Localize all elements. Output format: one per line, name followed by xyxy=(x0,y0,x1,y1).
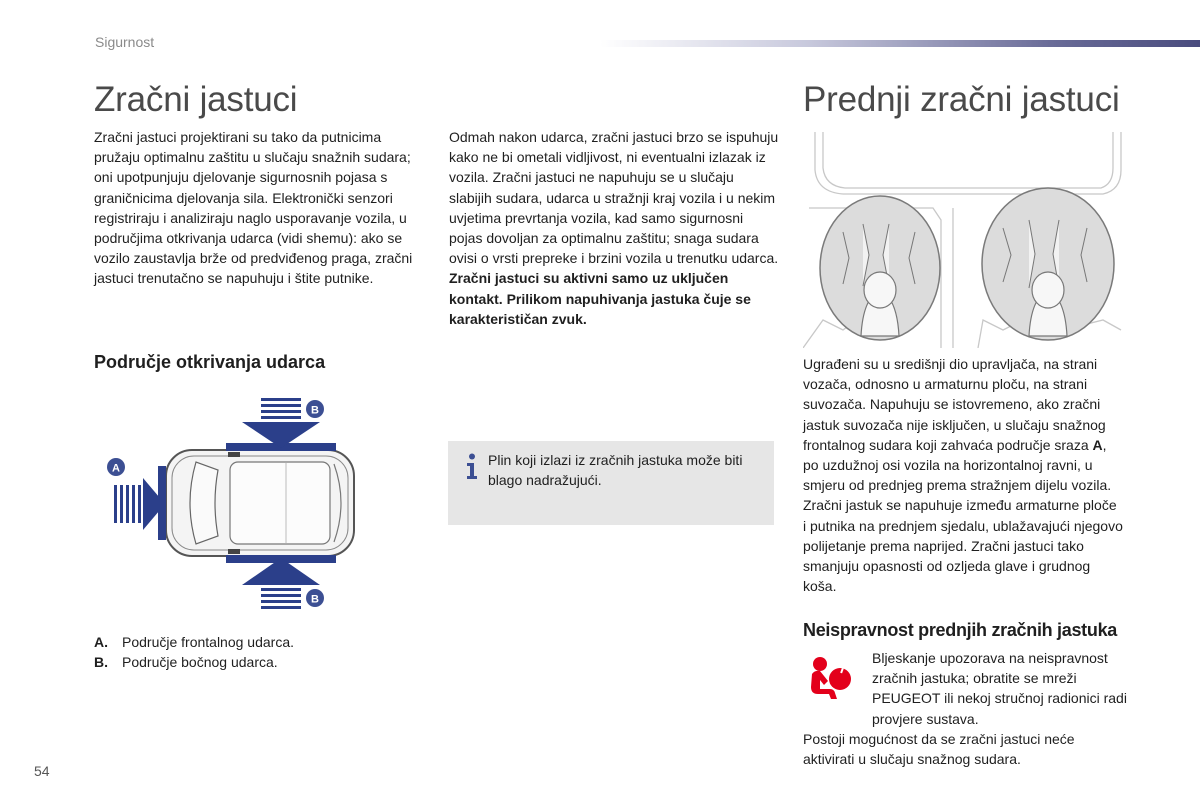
car-top-view xyxy=(166,450,354,556)
front-airbags-text-1: Ugrađeni su u središnji dio upravljača, na strani vozača, odnosno u armaturnu ploču, na strani suvozača. Napuhuju se istovremeno, ako zračni jastuk suvozača nije isključen, u slučaju snažnog frontalnog sudara koji zahvaća područje sraza xyxy=(803,356,1106,453)
diagram-legend xyxy=(94,632,294,672)
front-airbags-text-bold: A xyxy=(1092,436,1103,453)
airbag-fault-note: Postoji mogućnost da se zračni jastuci neće aktivirati u slučaju snažnog sudara. xyxy=(803,731,1075,768)
front-airbags-description xyxy=(803,354,1123,596)
intro-paragraph-2 xyxy=(449,127,779,329)
legend-item-b xyxy=(94,652,294,672)
badge-a xyxy=(107,458,125,476)
airbag-fault-text: Bljeskanje upozorava na neispravnost zračnih jastuka; obratite se mreži PEUGEOT ili nekoj stručnoj radionici radi provjere sustava. xyxy=(872,650,1127,727)
info-icon xyxy=(465,453,479,479)
impact-zone-diagram xyxy=(100,390,360,620)
impact-zone-heading: Područje otkrivanja udarca xyxy=(94,352,326,372)
header-gradient-bar xyxy=(600,40,1200,47)
legend-key-b: B. xyxy=(94,654,108,671)
legend-item-a xyxy=(94,632,294,652)
intro-paragraph-2-bold: Zračni jastuci su aktivni samo uz uključen kontakt. Prilikom napuhivanja jastuka čuje se karakterističan zvuk. xyxy=(449,270,751,327)
legend-text-a: Područje frontalnog udarca. xyxy=(122,634,294,650)
badge-b-top-label: B xyxy=(311,404,319,417)
page-title-airbags: Zračni jastuci xyxy=(94,80,298,119)
section-label: Sigurnost xyxy=(95,34,155,50)
badge-b-bottom xyxy=(306,589,324,607)
frontal-impact-arrow xyxy=(114,478,165,530)
airbag-fault-heading: Neispravnost prednjih zračnih jastuka xyxy=(803,620,1117,640)
legend-key-a: A. xyxy=(94,634,108,650)
airbag-warning-icon xyxy=(806,655,852,701)
info-note-text: Plin koji izlazi iz zračnih jastuka može biti blago nadražujući. xyxy=(488,452,743,489)
legend-text-b: Područje bočnog udarca. xyxy=(122,654,278,671)
front-airbags-text-2: , po uzdužnoj osi vozila na horizontalnoj ravni, u smjeru od prednjeg prema stražnjem dijelu vozila. Zračni jastuk se napuhuje između armaturne ploče i putnika na prednjem sjedalu, ublažavajući njegovo polijetanje prema naprijed. Zračni jastuci tako smanjuju opasnosti od ozljeda glave i grudnog koša. xyxy=(803,436,1123,595)
badge-b-bottom-label: B xyxy=(311,593,319,606)
intro-paragraph-2-text: Odmah nakon udarca, zračni jastuci brzo se ispuhuju kako ne bi ometali vidljivost, ni eventualni izlazak iz vozila. Zračni jastuci ne napuhuju se u slučaju slabijih sudara, udarca u stražnji kraj vozila i u nekim uvjetima prevrtanja vozila, kad samo sigurnosni pojas dovoljan za optimalnu zaštitu; snaga sudara ovisi o vrsti prepreke i brzini vozila u trenutku udarca. xyxy=(449,129,779,267)
info-note-box xyxy=(448,441,774,525)
passenger-airbag xyxy=(982,188,1114,340)
badge-a-label: A xyxy=(112,462,120,475)
page-number: 54 xyxy=(34,763,50,779)
front-airbags-illustration xyxy=(803,130,1123,348)
driver-airbag xyxy=(820,196,940,340)
badge-b-top xyxy=(306,400,324,418)
page-title-front-airbags: Prednji zračni jastuci xyxy=(803,80,1120,119)
intro-paragraph-1: Zračni jastuci projektirani su tako da putnicima pružaju optimalnu zaštitu u slučaju snažnih sudara; oni upotpunjuju djelovanje sigurnosnih pojasa s graničnicima djelovanja sila. Elektronički senzori registriraju i analiziraju naglo usporavanje vozila, u područjima otkrivanja udarca (vidi shemu): ako se vozilo zaustavlja brže od predviđenog praga, zračni jastuci trenutačno se napuhuju i štite putnike. xyxy=(94,129,413,287)
